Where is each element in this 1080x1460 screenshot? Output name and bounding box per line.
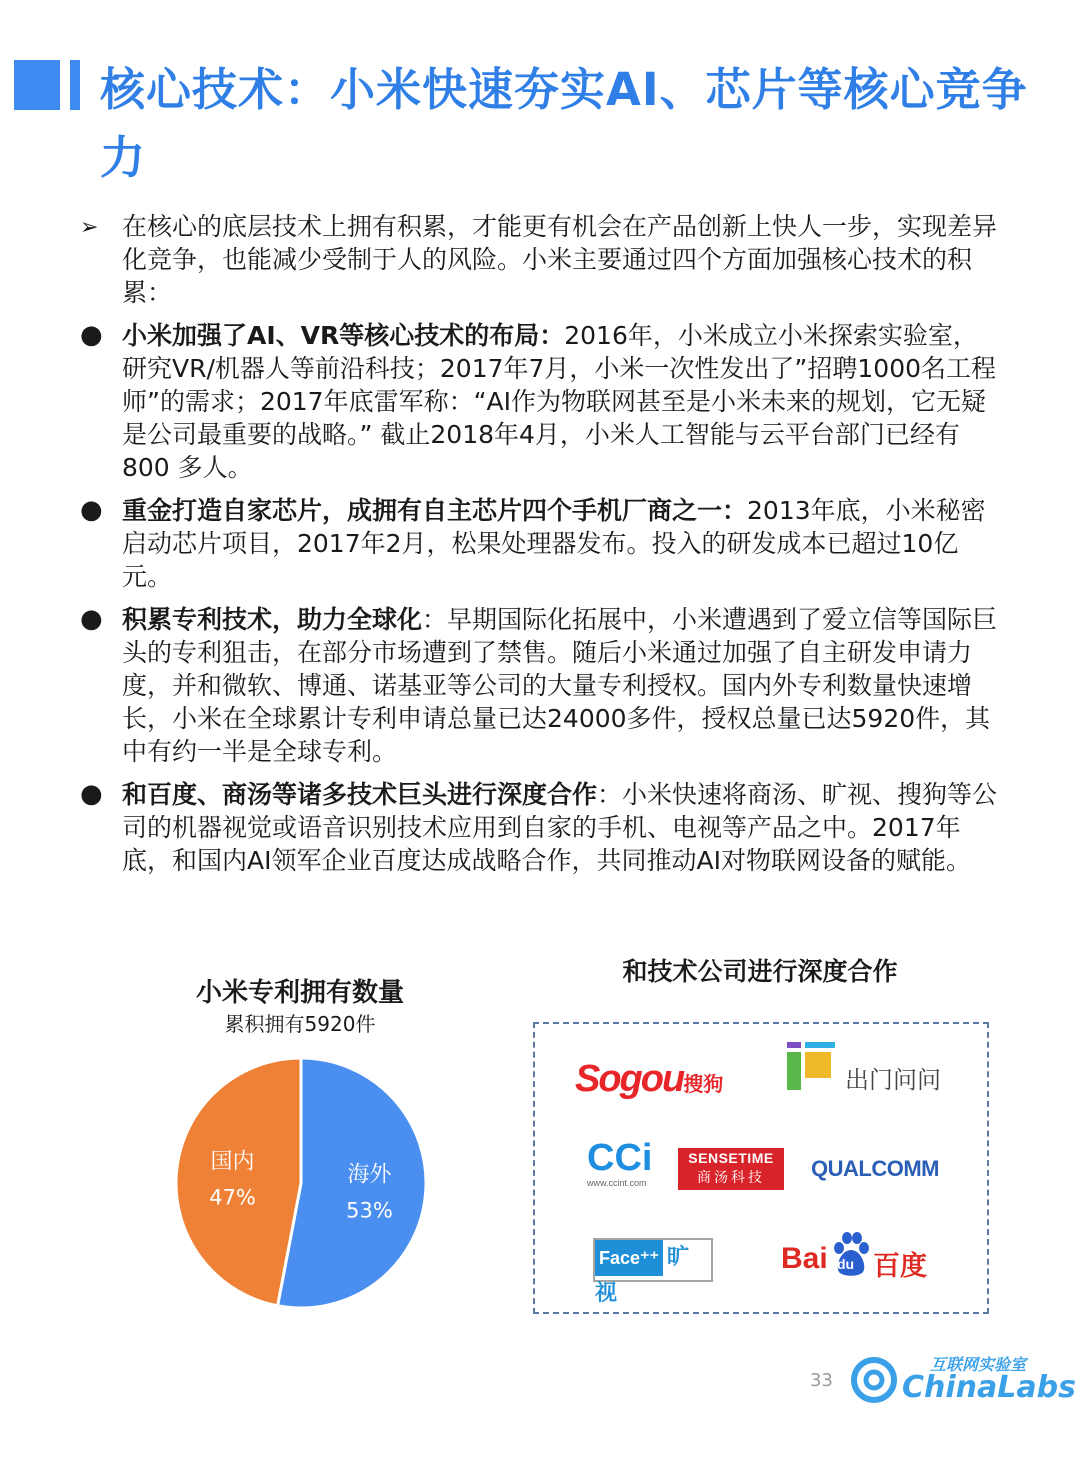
bullet-item: [80, 494, 1000, 593]
bullet-dot-icon: ●: [80, 779, 103, 809]
bullet-item: [80, 319, 1000, 484]
pie-slice-percent: 53%: [346, 1198, 393, 1223]
qualcomm-logo: QUALCOMM: [811, 1156, 939, 1181]
page-title: 核心技术：小米快速夯实AI、芯片等核心竞争力: [100, 63, 1028, 184]
bullet-text: ：早期国际化拓展中，小米遭遇到了爱立信等国际巨头的专利狙击，在部分市场遭到了禁售。随后小米通过加强了自主研发申请力度，并和微软、博通、诺基亚等公司的大量专利授权。国内外专利数量快速增长，小米在全球累计专利申请总量已达24000多件，授权总量已达5920件，其中有约一半是全球专利。: [122, 605, 998, 766]
title-accent-square: [14, 60, 60, 110]
bullet-dot-icon: ●: [80, 604, 103, 634]
bullet-item: [80, 778, 1000, 877]
intro-text: 在核心的底层技术上拥有积累，才能更有机会在产品创新上快人一步，实现差异化竞争，也能减少受制于人的风险。小米主要通过四个方面加强核心技术的积累：: [122, 212, 998, 307]
megvii-face-logo: Face⁺⁺ 旷视: [593, 1238, 713, 1282]
body-text: [80, 210, 1000, 887]
pie-chart-title: 小米专利拥有数量: [195, 978, 404, 1008]
title-accent-bar: [70, 60, 80, 110]
page-number: 33: [810, 1370, 833, 1391]
bullet-heading: 小米加强了AI、VR等核心技术的布局：: [122, 321, 565, 350]
intro-paragraph: [80, 210, 1000, 309]
bullet-text: 2013年底，小米秘密启动芯片项目，2017年2月，松果处理器发布。投入的研发成本已超过10亿元。: [122, 496, 986, 591]
bullet-text: 2016年，小米成立小米探索实验室，研究VR/机器人等前沿科技；2017年7月，小米一次性发出了”招聘1000名工程师”的需求；2017年底雷军称：“AI作为物联网甚至是小米未来的规划，它无疑是公司最重要的战略。” 截止2018年4月，小米人工智能与云平台部门已经有 800 多人。: [122, 321, 997, 482]
pie-chart: [170, 1052, 440, 1322]
partners-title: 和技术公司进行深度合作: [622, 957, 898, 986]
bullet-heading: 积累专利技术，助力全球化: [122, 605, 423, 634]
sogou-logo: Sogou搜狗: [575, 1058, 724, 1100]
pie-chart-subtitle: 累积拥有5920件: [224, 1012, 376, 1036]
chumenwenwen-icon: [787, 1042, 835, 1090]
bullet-heading: 重金打造自家芯片，成拥有自主芯片四个手机厂商之一：: [122, 496, 748, 525]
footer-brand-en: ChinaLabs: [902, 1370, 1076, 1405]
bullet-heading: 和百度、商汤等诸多技术巨头进行深度合作: [122, 780, 598, 809]
chinalabs-icon: [850, 1356, 898, 1404]
arrow-bullet-icon: ➢: [80, 215, 99, 240]
pie-slice-label: 国内: [210, 1149, 255, 1175]
bullet-dot-icon: ●: [80, 495, 103, 525]
pie-slice-percent: 47%: [209, 1185, 256, 1210]
pie-slice-label: 海外: [347, 1162, 392, 1188]
bullet-dot-icon: ●: [80, 320, 103, 350]
partners-logo-panel: [533, 1022, 989, 1314]
chinalabs-logo: [850, 1350, 1076, 1410]
cci-logo: CCi www.ccint.com: [587, 1137, 653, 1188]
baidu-logo: Bai du 百度: [781, 1232, 941, 1282]
pie-slice-domestic: [176, 1058, 301, 1306]
footer-brand-cn: 互联网实验室: [930, 1355, 1027, 1374]
chumenwenwen-logo: 出门问问: [787, 1042, 957, 1098]
sensetime-logo: SENSETIME 商汤科技: [678, 1148, 784, 1190]
bullet-item: [80, 603, 1000, 768]
bullet-text: ：小米快速将商汤、旷视、搜狗等公司的机器视觉或语音识别技术应用到自家的手机、电视等产品之中。2017年底，和国内AI领军企业百度达成战略合作，共同推动AI对物联网设备的赋能。: [122, 780, 998, 875]
